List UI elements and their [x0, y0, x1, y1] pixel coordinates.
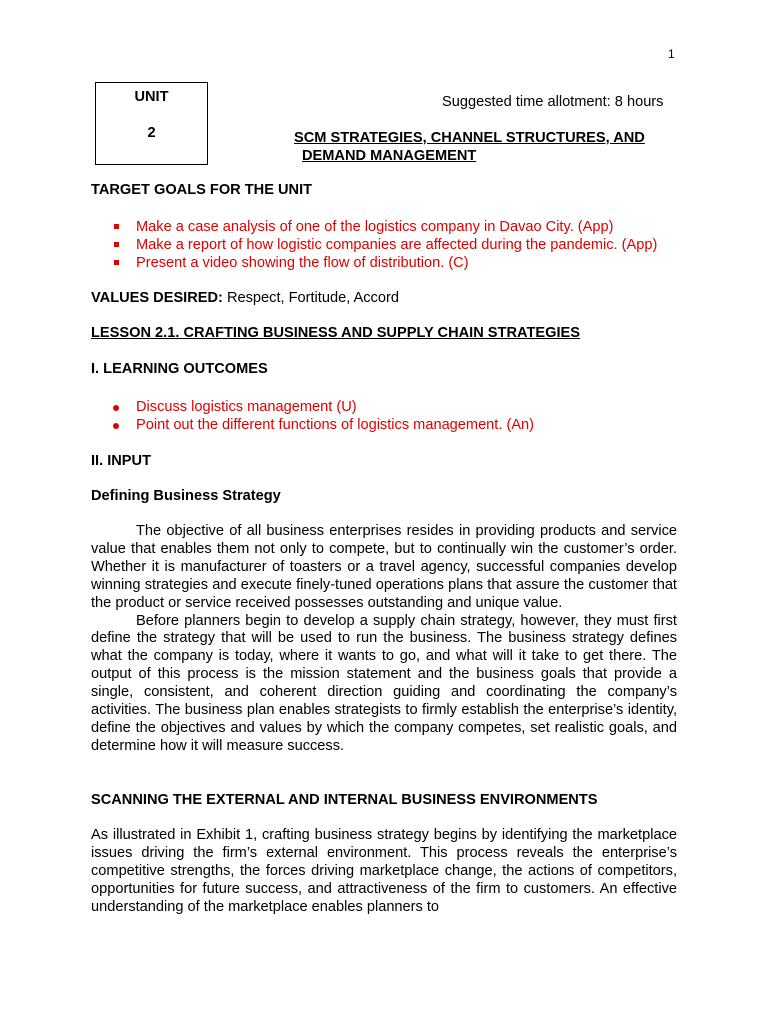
paragraph: Before planners begin to develop a supply chain strategy, however, they must first define the strategy that will be used to run the business. The business strategy defines what the company is today, where it wants to go, and what will it take to get there. The output of this process is the mission statement and the business goals that provide a single, consistent, and coherent direction guiding and coordinating the company’s activities. The business plan enables strategists to firmly establish the enterprise’s identity, define the objectives and values by which the company competes, set realistic goals, and determine how it will measure success.	[91, 612, 677, 754]
unit-number: 2	[147, 125, 156, 141]
target-goals-list	[112, 218, 657, 272]
values-text: Respect, Fortitude, Accord	[226, 290, 399, 306]
time-allotment: Suggested time allotment: 8 hours	[442, 94, 664, 110]
values-desired	[91, 290, 399, 306]
scanning-heading: SCANNING THE EXTERNAL AND INTERNAL BUSINESS ENVIRONMENTS	[91, 792, 598, 808]
lesson-heading: LESSON 2.1. CRAFTING BUSINESS AND SUPPLY CHAIN STRATEGIES	[91, 325, 580, 341]
unit-title	[294, 129, 680, 165]
page-number: 1	[668, 47, 675, 61]
paragraph: As illustrated in Exhibit 1, crafting business strategy begins by identifying the marketplace issues driving the firm’s external environment. This process reveals the enterprise’s competitive strengths, the forces driving marketplace change, the actions of competitors, opportunities for future success, and attractiveness of the firm to customers. An effective understanding of the marketplace enables planners to	[91, 827, 677, 915]
unit-box	[95, 82, 208, 165]
list-item: Present a video showing the flow of distribution. (C)	[112, 254, 657, 272]
list-item: Point out the different functions of logistics management. (An)	[112, 416, 534, 434]
paragraph: The objective of all business enterprises resides in providing products and service value that enables them not only to compete, but to continually win the customer’s order. Whether it is manufacturer of toasters or a travel agency, successful companies develop winning strategies and execute finely-tuned operations plans that assure the customer that the product or service received possesses outstanding and unique value.	[91, 523, 677, 611]
body-text	[91, 523, 677, 756]
list-item: Discuss logistics management (U)	[112, 398, 534, 416]
unit-label: UNIT	[134, 89, 169, 105]
learning-outcomes-heading: I. LEARNING OUTCOMES	[91, 361, 268, 377]
list-item: Make a case analysis of one of the logistics company in Davao City. (App)	[112, 218, 657, 236]
unit-title-line-2: DEMAND MANAGEMENT	[302, 148, 477, 164]
section-subheading: Defining Business Strategy	[91, 488, 281, 504]
target-goals-heading: TARGET GOALS FOR THE UNIT	[91, 182, 313, 198]
unit-title-line-1: SCM STRATEGIES, CHANNEL STRUCTURES, AND	[294, 130, 645, 146]
input-heading: II. INPUT	[91, 453, 151, 469]
scanning-body	[91, 827, 677, 917]
learning-outcomes-list	[112, 398, 534, 434]
list-item: Make a report of how logistic companies are affected during the pandemic. (App)	[112, 236, 657, 254]
values-label: VALUES DESIRED:	[91, 290, 223, 306]
